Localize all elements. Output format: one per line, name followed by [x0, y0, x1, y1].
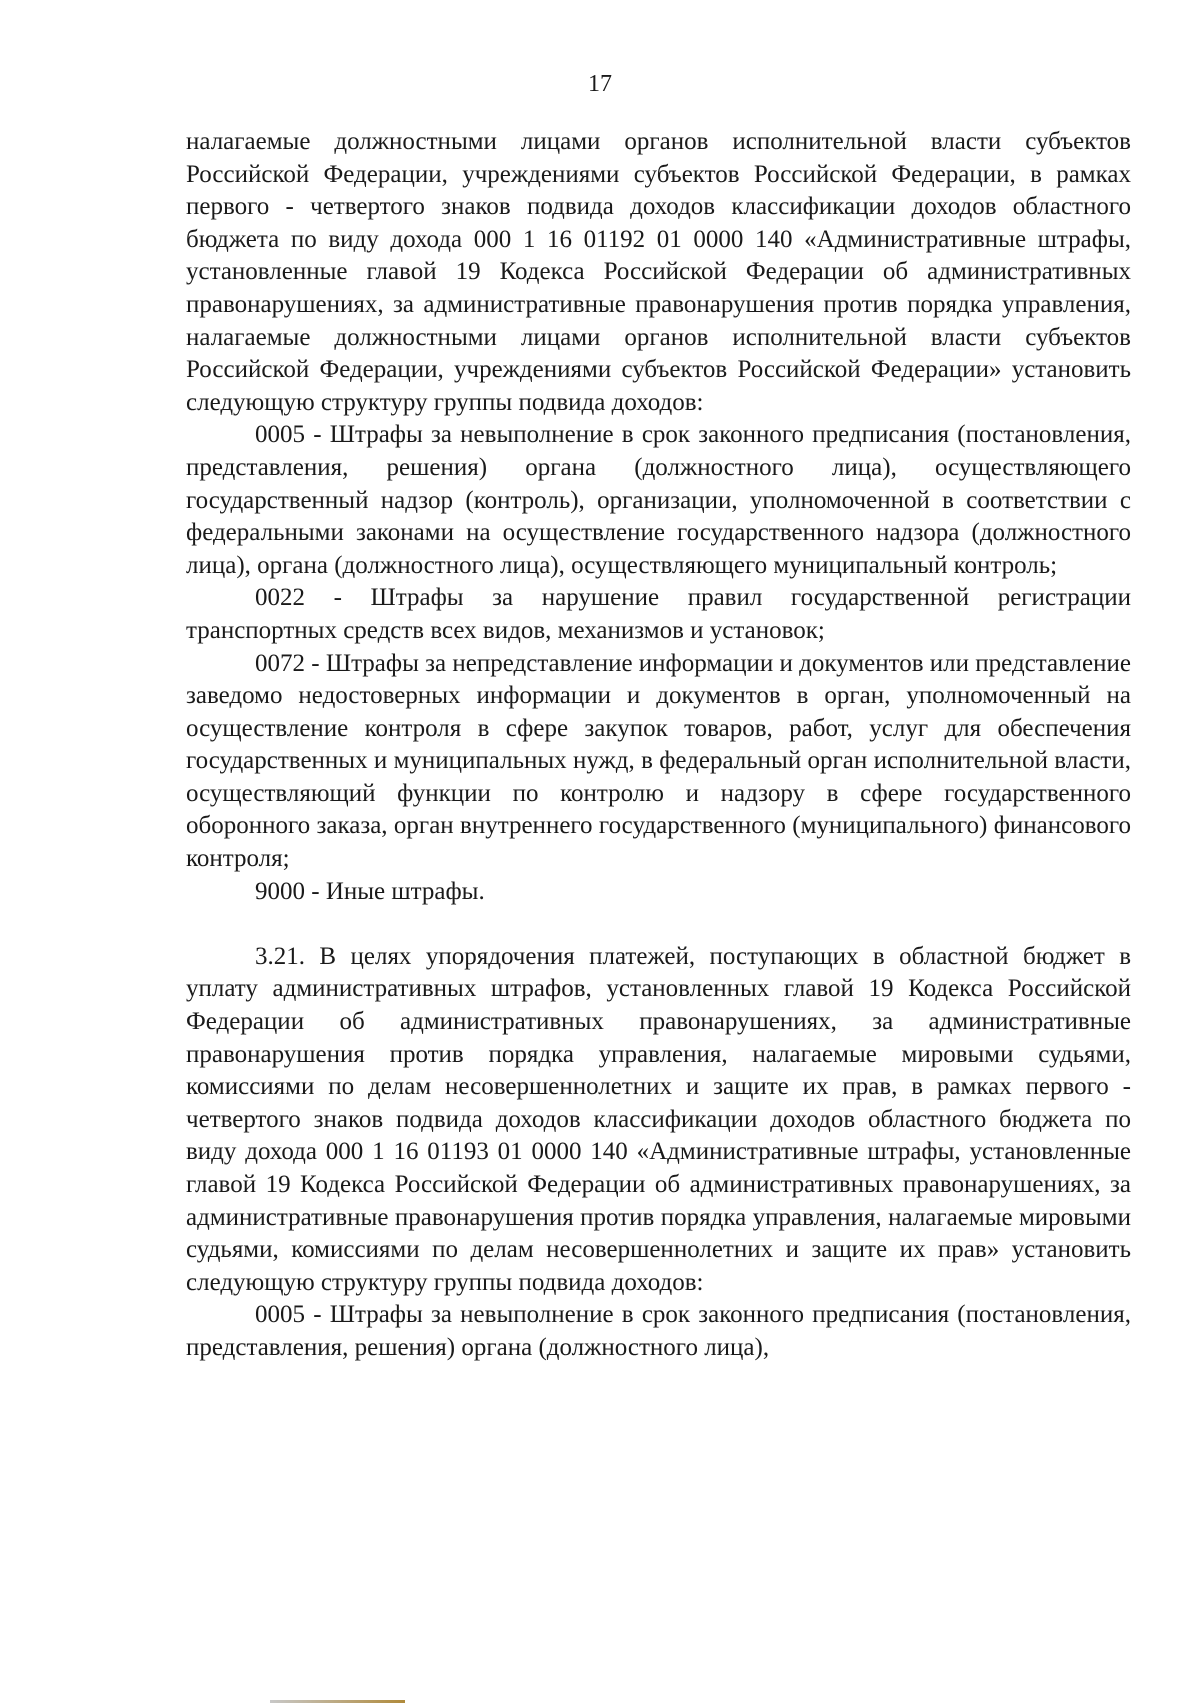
page-number: 17	[588, 71, 612, 97]
paragraph-code-0005: 0005 - Штрафы за невыполнение в срок законного предписания (постановления, представления, решения) органа (должностного лица), осуществляющего государственный надзор (контроль), организации, уполномоченной в соответствии с федеральными законами на осуществление государственного надзора (должностного лица), органа (должностного лица), осуществляющего муниципальный контроль;	[186, 421, 1131, 579]
scan-edge-mark	[270, 1700, 405, 1703]
document-body	[186, 126, 1131, 1365]
paragraph-code-9000: 9000 - Иные штрафы.	[255, 877, 485, 905]
paragraph-code-0005-section-3-21: 0005 - Штрафы за невыполнение в срок законного предписания (постановления, представления, решения) органа (должностного лица),	[186, 1301, 1131, 1361]
paragraph-gap	[186, 908, 1131, 941]
paragraph-code-0022: 0022 - Штрафы за нарушение правил государственной регистрации транспортных средств всех видов, механизмов и установок;	[186, 584, 1131, 644]
paragraph-continuation: налагаемые должностными лицами органов исполнительной власти субъектов Российской Федерации, учреждениями субъектов Российской Федерации, в рамках первого - четвертого знаков подвида доходов классификации доходов областного бюджета по виду дохода 000 1 16 01192 01 0000 140 «Административные штрафы, установленные главой 19 Кодекса Российской Федерации об административных правонарушениях, за административные правонарушения против порядка управления, налагаемые должностными лицами органов исполнительной власти субъектов Российской Федерации, учреждениями субъектов Российской Федерации» установить следующую структуру группы подвида доходов:	[186, 128, 1131, 416]
paragraph-section-3-21: 3.21. В целях упорядочения платежей, поступающих в областной бюджет в уплату административных штрафов, установленных главой 19 Кодекса Российской Федерации об административных правонарушениях, за административные правонарушения против порядка управления, налагаемые мировыми судьями, комиссиями по делам несовершеннолетних и защите их прав, в рамках первого - четвертого знаков подвида доходов классификации доходов областного бюджета по виду дохода 000 1 16 01193 01 0000 140 «Административные штрафы, установленные главой 19 Кодекса Российской Федерации об административных правонарушениях, за административные правонарушения против порядка управления, налагаемые мировыми судьями, комиссиями по делам несовершеннолетних и защите их прав» установить следующую структуру группы подвида доходов:	[186, 942, 1131, 1296]
paragraph-code-0072: 0072 - Штрафы за непредставление информации и документов или представление заведомо недостоверных информации и документов в орган, уполномоченный на осуществление контроля в сфере закупок товаров, работ, услуг для обеспечения государственных и муниципальных нужд, в федеральный орган исполнительной власти, осуществляющий функции по контролю и надзору в сфере государственного оборонного заказа, орган внутреннего государственного (муниципального) финансового контроля;	[186, 649, 1131, 873]
